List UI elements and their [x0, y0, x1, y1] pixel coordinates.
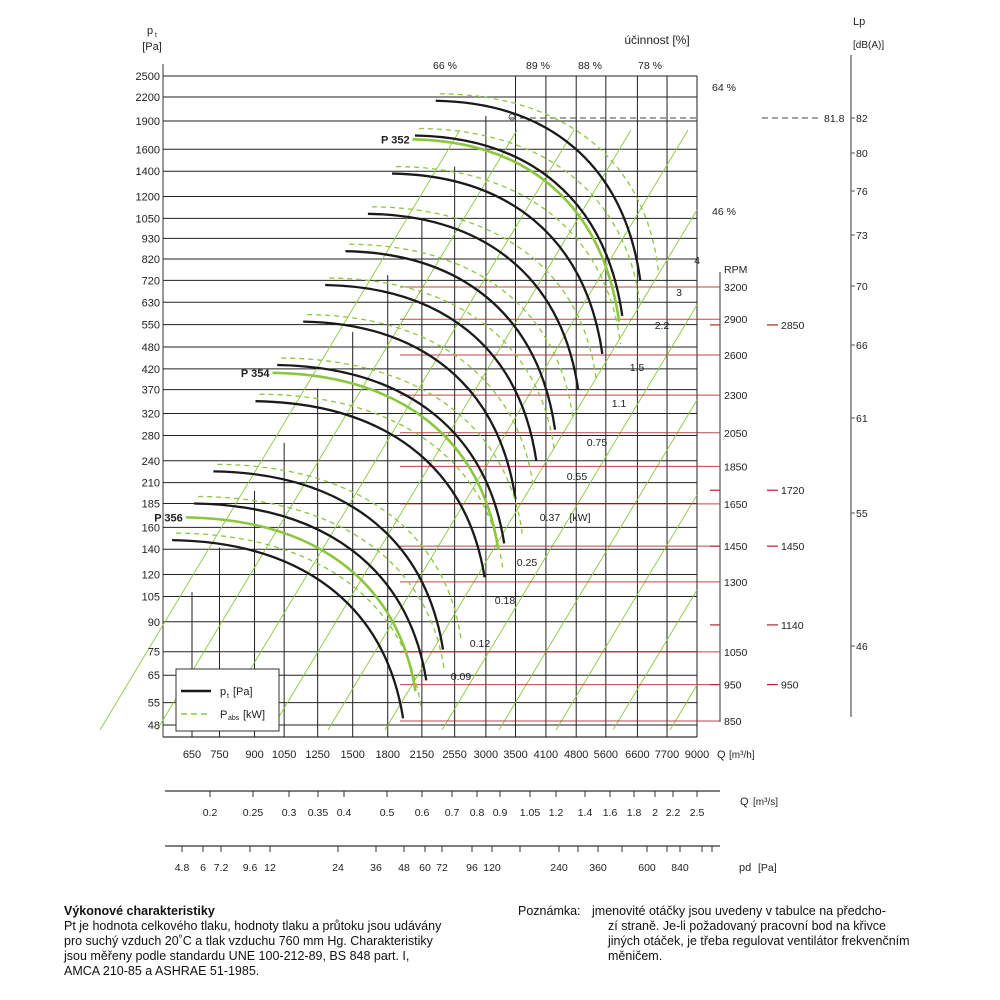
q-m3s-tick-label: 1.4	[577, 807, 593, 819]
y-tick-label: 1900	[135, 116, 160, 129]
efficiency-label: 89 %	[526, 60, 550, 72]
rpm-tick-label: 3200	[724, 282, 748, 294]
axis-labels	[136, 16, 885, 874]
pd-tick-label: 12	[264, 862, 276, 874]
y-tick-label: 320	[141, 408, 160, 421]
pd-tick-label: 4.8	[174, 862, 190, 874]
pd-tick-label: 360	[589, 862, 607, 874]
lp-tick-label: 66	[856, 340, 868, 352]
y-tick-label: 420	[141, 363, 160, 376]
y-tick-label: 550	[141, 319, 160, 332]
curve-label: P 354	[240, 367, 270, 380]
legend-label-symbol: P	[220, 709, 228, 721]
curve-label: P 352	[381, 134, 410, 147]
pd-tick-label: 6	[200, 862, 206, 874]
x-tick-label: 3000	[473, 749, 499, 761]
q-m3s-tick-label: 2.5	[689, 807, 705, 819]
rpm-tick-label: 1650	[724, 498, 748, 511]
y-tick-label: 1200	[135, 191, 160, 204]
rpm-tick-label: 850	[724, 716, 742, 728]
y-axis-unit: [Pa]	[142, 41, 162, 53]
pd-tick-label: 24	[332, 862, 344, 874]
power-label: 0.12	[469, 638, 491, 650]
q-m3s-tick-label: 0.9	[492, 807, 508, 819]
rpm-tick-label: 2900	[724, 314, 748, 327]
q-m3s-tick-label: 1.05	[519, 807, 541, 819]
pd-tick-label: 600	[638, 862, 656, 874]
pd-tick-label: 9.6	[242, 862, 258, 874]
pd-tick-label: 120	[483, 862, 501, 874]
q-m3s-tick-label: 2.2	[665, 807, 681, 819]
q-m3s-tick-label: 1.6	[602, 807, 618, 819]
power-label: 2.2	[654, 320, 670, 332]
q-m3s-unit: [m³/s]	[753, 797, 778, 808]
rpm-tick-label: 1050	[724, 646, 748, 659]
rpm-tick-label: 1450	[724, 541, 748, 554]
y-tick-label: 2200	[135, 91, 160, 104]
power-label: 4	[694, 255, 700, 267]
y-tick-label: 2500	[135, 71, 160, 83]
rpm-tick-label: 1300	[724, 576, 748, 589]
q-m3s-tick-label: 0.5	[379, 807, 395, 819]
x-tick-label: 1500	[340, 749, 365, 761]
pd-tick-label: 96	[466, 862, 478, 874]
y-tick-label: 210	[141, 477, 160, 490]
q-m3s-tick-label: 0.4	[336, 807, 352, 819]
x-tick-label: 4100	[533, 749, 559, 761]
rpm-tick-label: 950	[724, 679, 742, 692]
efficiency-label: 66 %	[433, 60, 457, 72]
efficiency-label: 88 %	[578, 60, 602, 72]
grid	[163, 64, 720, 852]
y-tick-label: 820	[141, 254, 160, 267]
power-label: 0.55	[566, 471, 588, 483]
lp-marker-label: 81.8	[824, 113, 845, 125]
system-line	[670, 685, 697, 730]
q-m3s-tick-label: 0.6	[414, 807, 430, 819]
x-tick-label: 900	[245, 749, 264, 761]
pd-tick-label: 840	[671, 862, 689, 874]
power-label: 0.25	[516, 557, 538, 569]
remark-line: jmenovité otáčky jsou uvedeny v tabulce na předcho-	[592, 904, 886, 918]
y-tick-label: 65	[147, 670, 160, 683]
remark-label: Poznámka:	[518, 904, 581, 918]
remark-line: jiných otáček, je třeba regulovat ventilátor frekvenčním	[608, 934, 910, 948]
power-label: 1.1	[611, 398, 627, 410]
y-tick-label: 105	[141, 591, 160, 604]
power-label: 0.18	[494, 595, 516, 607]
legend-label-sub: t	[227, 693, 229, 700]
x-tick-label: 7700	[654, 749, 680, 761]
y-tick-label: 90	[147, 616, 160, 629]
x-axis-label-q: Q	[717, 749, 726, 761]
efficiency-label: 64 %	[712, 82, 736, 94]
lp-tick-label: 82	[856, 113, 868, 125]
lp-tick-label: 46	[856, 641, 868, 653]
remark-line: zí straně. Je-li požadovaný pracovní bod na křivce	[608, 919, 886, 933]
notes-remark	[518, 904, 938, 964]
y-tick-label: 280	[141, 430, 160, 443]
lp-tick-label: 61	[856, 413, 868, 425]
notes-line: jsou měřeny podle standardu UNE 100-212-89, BS 848 part. I,	[64, 949, 410, 963]
x-tick-label: 1800	[375, 749, 400, 761]
system-line	[613, 590, 697, 730]
system-line	[556, 495, 697, 730]
legend-label-symbol: p	[220, 686, 227, 698]
y-tick-label: 630	[141, 297, 160, 310]
fan-curve-2050	[345, 251, 555, 429]
y-tick-label: 75	[147, 646, 160, 659]
efficiency-label: 46 %	[712, 206, 736, 218]
operating-point-marker	[509, 114, 515, 120]
lp-tick-label: 70	[856, 281, 868, 293]
y-tick-label: 240	[141, 455, 160, 468]
lp-tick-label: 80	[856, 148, 868, 160]
nominal-rpm-label: 1720	[781, 485, 805, 498]
q-m3s-tick-label: 0.35	[307, 807, 329, 819]
efficiency-diagonals	[100, 130, 697, 730]
power-unit-label: [kW]	[569, 512, 591, 524]
legend-label-unit: [Pa]	[233, 686, 253, 698]
fan-curve-1850	[325, 285, 536, 461]
pd-tick-label: 60	[419, 862, 431, 874]
power-label: 0.75	[586, 437, 608, 449]
rpm-tick-label: 2600	[724, 349, 748, 362]
y-tick-label: 1050	[135, 213, 160, 226]
legend	[176, 669, 279, 731]
q-m3s-tick-label: 2	[652, 807, 658, 819]
power-curve-dashed	[372, 207, 596, 380]
system-line	[214, 130, 574, 730]
q-m3s-tick-label: 1.8	[626, 807, 642, 819]
nominal-rpm-label: 1450	[781, 541, 805, 554]
q-m3s-tick-label: 0.3	[281, 807, 297, 819]
x-tick-label: 5600	[593, 749, 619, 761]
y-tick-label: 1400	[135, 166, 160, 179]
y-tick-label: 185	[141, 498, 160, 511]
pd-tick-label: 240	[550, 862, 568, 874]
y-tick-label: 55	[147, 697, 160, 710]
q-m3s-label: Q	[740, 796, 749, 808]
power-label: 1.5	[629, 362, 645, 374]
lp-axis-unit: [dB(A)]	[853, 40, 885, 51]
x-tick-label: 2150	[409, 749, 435, 761]
y-tick-label: 720	[141, 275, 160, 288]
lp-tick-label: 55	[856, 508, 868, 520]
notes-line: AMCA 210-85 a ASHRAE 51-1985.	[64, 964, 260, 978]
y-tick-label: 370	[141, 384, 160, 397]
lp-axis-title: Lp	[853, 16, 866, 28]
rpm-tick-label: 2300	[724, 390, 748, 403]
notes-line: Pt je hodnota celkového tlaku, hodnoty tlaku a průtoku jsou udávány	[64, 919, 442, 933]
pd-tick-label: 36	[370, 862, 382, 874]
y-tick-label: 48	[147, 720, 160, 732]
power-label: 0.09	[450, 671, 472, 683]
q-m3s-tick-label: 0.2	[202, 807, 218, 819]
lp-tick-label: 76	[856, 186, 868, 198]
q-m3s-tick-label: 1.2	[548, 807, 564, 819]
rpm-axis-title: RPM	[724, 264, 748, 276]
x-tick-label: 9000	[684, 749, 710, 761]
notes-performance	[64, 904, 494, 979]
y-tick-label: 480	[141, 341, 160, 354]
q-m3s-tick-label: 0.25	[242, 807, 264, 819]
x-tick-label: 2550	[442, 749, 467, 761]
efficiency-label: 78 %	[638, 60, 662, 72]
nominal-rpm-label: 1140	[781, 619, 804, 632]
nominal-rpm-label: 950	[781, 679, 799, 692]
pd-unit: [Pa]	[758, 862, 777, 874]
efficiency-title: účinnost [%]	[624, 33, 690, 47]
power-label: 0.37	[539, 512, 561, 524]
legend-label-sub: abs	[228, 715, 240, 722]
x-tick-label: 4800	[563, 749, 589, 761]
notes-title: Výkonové charakteristiky	[64, 904, 215, 918]
legend-label-unit: [kW]	[243, 709, 265, 721]
lp-tick-label: 73	[856, 230, 868, 242]
x-tick-label: 650	[182, 749, 202, 761]
pd-tick-label: 7.2	[213, 862, 229, 874]
y-tick-label: 1600	[135, 144, 160, 157]
x-tick-label: 1250	[305, 749, 330, 761]
nominal-rpm-label: 2850	[781, 319, 805, 332]
pd-label: pd	[739, 862, 752, 874]
q-m3s-tick-label: 0.7	[444, 807, 460, 819]
y-tick-label: 930	[141, 233, 160, 246]
remark-line: měničem.	[608, 949, 663, 963]
pd-tick-label: 48	[398, 862, 410, 874]
x-tick-label: 6600	[625, 749, 650, 761]
x-tick-label: 750	[210, 749, 229, 761]
pd-tick-label: 72	[436, 862, 448, 874]
fan-curves	[172, 94, 658, 719]
y-axis-symbol: p	[146, 25, 154, 37]
x-tick-label: 1050	[271, 749, 297, 761]
power-curve-dashed	[440, 94, 659, 271]
y-tick-label: 120	[141, 569, 160, 582]
fan-curve-2300	[368, 214, 578, 390]
y-tick-label: 160	[141, 522, 160, 535]
rpm-tick-label: 2050	[724, 427, 748, 440]
x-axis-label-unit: [m³/h]	[729, 750, 755, 761]
q-m3s-tick-label: 0.8	[469, 807, 485, 819]
curve-label: P 356	[154, 512, 183, 525]
notes-line: pro suchý vzduch 20˚C a tlak vzduchu 760 mm Hg. Charakteristiky	[64, 934, 433, 948]
x-tick-label: 3500	[503, 749, 528, 761]
rpm-tick-label: 1850	[724, 461, 748, 474]
power-label: 3	[676, 287, 682, 299]
y-axis-subscript: t	[155, 32, 157, 39]
y-tick-label: 140	[141, 544, 160, 557]
